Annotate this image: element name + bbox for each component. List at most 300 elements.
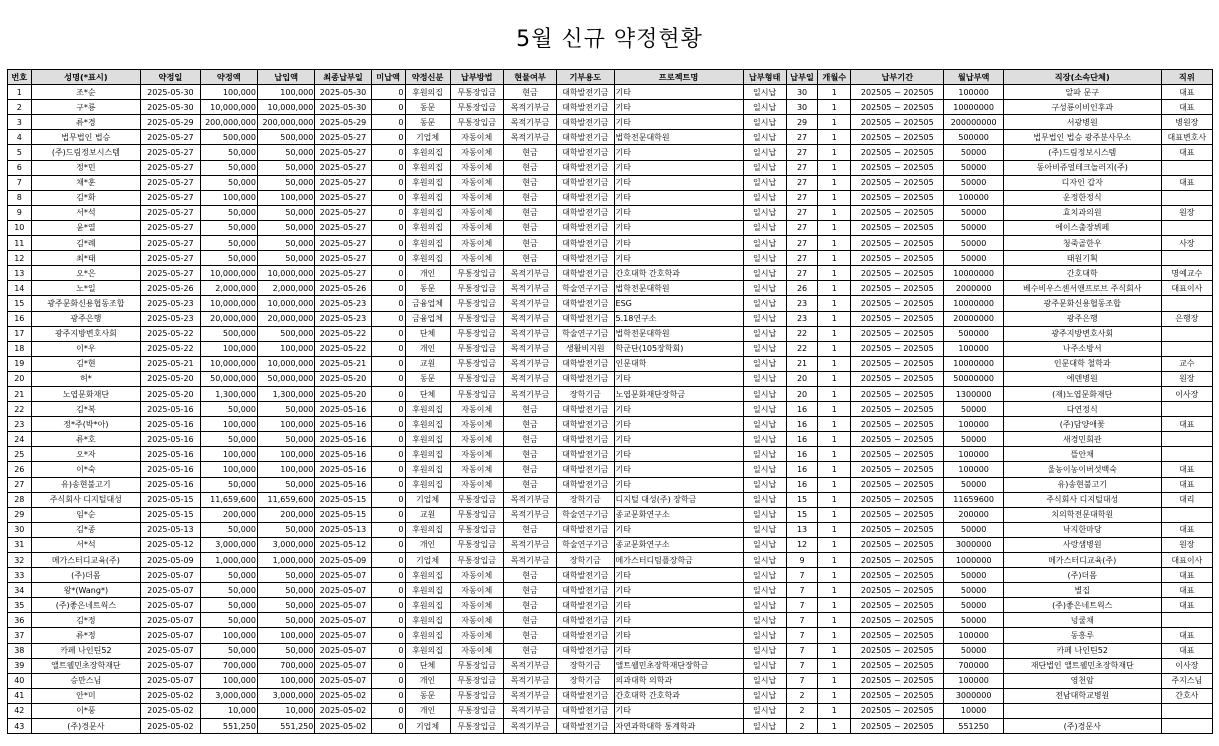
column-header-pledge-amount: 약정액 bbox=[200, 70, 257, 85]
cell-in-kind: 목적기부금 bbox=[503, 688, 556, 703]
cell-project-name: 기타 bbox=[614, 100, 743, 115]
cell-payment-method: 자동이체 bbox=[450, 643, 503, 658]
cell-months: 1 bbox=[818, 100, 851, 115]
cell-months: 1 bbox=[818, 719, 851, 734]
column-header-unpaid-amount: 미납액 bbox=[371, 70, 405, 85]
cell-name: 서*석 bbox=[31, 537, 141, 552]
cell-paid-amount: 50,000 bbox=[257, 432, 314, 447]
cell-project-name: 기타 bbox=[614, 251, 743, 266]
cell-payment-day: 27 bbox=[786, 145, 818, 160]
cell-in-kind: 현금 bbox=[503, 643, 556, 658]
cell-project-name: 메가스터디팀플장학금 bbox=[614, 553, 743, 568]
cell-last-payment-date: 2025-05-02 bbox=[315, 703, 371, 718]
table-row bbox=[8, 386, 1213, 401]
cell-donation-purpose: 대학발전기금 bbox=[557, 568, 614, 583]
cell-donor-type: 후원의집 bbox=[405, 220, 450, 235]
cell-name: 류*정 bbox=[31, 628, 141, 643]
cell-payment-period: 202505 ~ 202505 bbox=[851, 537, 944, 552]
cell-organization: (주)좋은네트웍스 bbox=[1003, 598, 1161, 613]
table-header bbox=[8, 70, 1213, 85]
cell-monthly-amount: 10000000 bbox=[944, 296, 1003, 311]
cell-donation-purpose: 대학발전기금 bbox=[557, 477, 614, 492]
cell-donation-purpose: 학술연구기금 bbox=[557, 507, 614, 522]
cell-organization: 카페 나인틴52 bbox=[1003, 643, 1161, 658]
cell-last-payment-date: 2025-05-23 bbox=[315, 296, 371, 311]
cell-position: 대표 bbox=[1161, 477, 1212, 492]
cell-in-kind: 현금 bbox=[503, 251, 556, 266]
cell-months: 1 bbox=[818, 356, 851, 371]
cell-payment-method: 무통장입금 bbox=[450, 341, 503, 356]
cell-project-name: 기타 bbox=[614, 447, 743, 462]
cell-pledge-date: 2025-05-13 bbox=[141, 522, 200, 537]
cell-in-kind: 현금 bbox=[503, 160, 556, 175]
cell-pledge-amount: 100,000 bbox=[200, 190, 257, 205]
cell-payment-day: 20 bbox=[786, 386, 818, 401]
cell-paid-amount: 50,000 bbox=[257, 583, 314, 598]
cell-in-kind: 목적기부금 bbox=[503, 553, 556, 568]
cell-unpaid-amount: 0 bbox=[371, 160, 405, 175]
cell-name: 유)송현불고기 bbox=[31, 477, 141, 492]
cell-name: (주)더몸 bbox=[31, 568, 141, 583]
cell-monthly-amount: 100000 bbox=[944, 417, 1003, 432]
cell-pledge-amount: 50,000 bbox=[200, 220, 257, 235]
cell-payment-period: 202505 ~ 202505 bbox=[851, 130, 944, 145]
cell-donation-purpose: 장학기금 bbox=[557, 673, 614, 688]
cell-organization: 재단법인 앨트웰민초장학재단 bbox=[1003, 658, 1161, 673]
cell-unpaid-amount: 0 bbox=[371, 507, 405, 522]
cell-monthly-amount: 500000 bbox=[944, 326, 1003, 341]
cell-monthly-amount: 1000000 bbox=[944, 553, 1003, 568]
table-row bbox=[8, 613, 1213, 628]
column-header-monthly-amount: 월납부액 bbox=[944, 70, 1003, 85]
cell-project-name: 기타 bbox=[614, 115, 743, 130]
cell-pledge-date: 2025-05-15 bbox=[141, 492, 200, 507]
cell-payment-day: 2 bbox=[786, 703, 818, 718]
cell-project-name: 기타 bbox=[614, 371, 743, 386]
cell-in-kind: 목적기부금 bbox=[503, 281, 556, 296]
cell-name: 오*자 bbox=[31, 447, 141, 462]
cell-pledge-amount: 50,000 bbox=[200, 643, 257, 658]
cell-paid-amount: 700,000 bbox=[257, 658, 314, 673]
cell-pledge-amount: 50,000 bbox=[200, 432, 257, 447]
cell-last-payment-date: 2025-05-22 bbox=[315, 341, 371, 356]
cell-pledge-amount: 50,000 bbox=[200, 175, 257, 190]
cell-donor-type: 개인 bbox=[405, 341, 450, 356]
cell-paid-amount: 10,000,000 bbox=[257, 100, 314, 115]
cell-name: 조*순 bbox=[31, 85, 141, 100]
table-row bbox=[8, 688, 1213, 703]
cell-position: 대표 bbox=[1161, 85, 1212, 100]
cell-pledge-date: 2025-05-16 bbox=[141, 432, 200, 447]
cell-donor-type: 후원의집 bbox=[405, 568, 450, 583]
cell-in-kind: 목적기부금 bbox=[503, 266, 556, 281]
cell-payment-method: 자동이체 bbox=[450, 160, 503, 175]
cell-in-kind: 목적기부금 bbox=[503, 658, 556, 673]
cell-name: 주식회사 디지털대성 bbox=[31, 492, 141, 507]
cell-payment-type: 일시납 bbox=[743, 236, 786, 251]
cell-paid-amount: 50,000 bbox=[257, 477, 314, 492]
cell-paid-amount: 1,300,000 bbox=[257, 386, 314, 401]
cell-organization: 별집 bbox=[1003, 583, 1161, 598]
cell-monthly-amount: 20000000 bbox=[944, 311, 1003, 326]
cell-monthly-amount: 100000 bbox=[944, 85, 1003, 100]
cell-pledge-date: 2025-05-23 bbox=[141, 311, 200, 326]
cell-last-payment-date: 2025-05-20 bbox=[315, 386, 371, 401]
cell-paid-amount: 100,000 bbox=[257, 673, 314, 688]
cell-last-payment-date: 2025-05-16 bbox=[315, 402, 371, 417]
cell-no: 35 bbox=[8, 598, 32, 613]
column-header-organization: 직장(소속단체) bbox=[1003, 70, 1161, 85]
cell-monthly-amount: 200000 bbox=[944, 507, 1003, 522]
cell-last-payment-date: 2025-05-07 bbox=[315, 598, 371, 613]
cell-position: 명예교수 bbox=[1161, 266, 1212, 281]
cell-payment-method: 무통장입금 bbox=[450, 115, 503, 130]
cell-paid-amount: 10,000,000 bbox=[257, 296, 314, 311]
table-row bbox=[8, 100, 1213, 115]
cell-donation-purpose: 대학발전기금 bbox=[557, 236, 614, 251]
cell-in-kind: 목적기부금 bbox=[503, 492, 556, 507]
cell-payment-method: 자동이체 bbox=[450, 432, 503, 447]
cell-unpaid-amount: 0 bbox=[371, 386, 405, 401]
cell-organization: 유)송현불고기 bbox=[1003, 477, 1161, 492]
cell-name: 임*순 bbox=[31, 507, 141, 522]
cell-in-kind: 목적기부금 bbox=[503, 356, 556, 371]
cell-project-name: 간호대학 간호학과 bbox=[614, 266, 743, 281]
cell-paid-amount: 100,000 bbox=[257, 628, 314, 643]
cell-donation-purpose: 학술연구기금 bbox=[557, 326, 614, 341]
cell-donation-purpose: 대학발전기금 bbox=[557, 402, 614, 417]
cell-paid-amount: 500,000 bbox=[257, 326, 314, 341]
cell-position: 은행장 bbox=[1161, 311, 1212, 326]
table-row bbox=[8, 371, 1213, 386]
cell-months: 1 bbox=[818, 447, 851, 462]
cell-payment-method: 자동이체 bbox=[450, 613, 503, 628]
cell-payment-type: 일시납 bbox=[743, 613, 786, 628]
cell-months: 1 bbox=[818, 130, 851, 145]
cell-unpaid-amount: 0 bbox=[371, 145, 405, 160]
cell-payment-day: 23 bbox=[786, 296, 818, 311]
cell-payment-type: 일시납 bbox=[743, 507, 786, 522]
cell-months: 1 bbox=[818, 341, 851, 356]
cell-organization: 태원기획 bbox=[1003, 251, 1161, 266]
cell-position: 대표 bbox=[1161, 175, 1212, 190]
cell-pledge-amount: 10,000,000 bbox=[200, 356, 257, 371]
page-title: 5월 신규 약정현황 bbox=[516, 27, 703, 52]
cell-payment-type: 일시납 bbox=[743, 311, 786, 326]
cell-payment-type: 일시납 bbox=[743, 85, 786, 100]
cell-in-kind: 현금 bbox=[503, 402, 556, 417]
cell-no: 27 bbox=[8, 477, 32, 492]
cell-position: 원장 bbox=[1161, 371, 1212, 386]
cell-paid-amount: 10,000 bbox=[257, 703, 314, 718]
cell-months: 1 bbox=[818, 522, 851, 537]
cell-organization: 전남대학교병원 bbox=[1003, 688, 1161, 703]
cell-monthly-amount: 3000000 bbox=[944, 688, 1003, 703]
cell-no: 34 bbox=[8, 583, 32, 598]
cell-in-kind: 현금 bbox=[503, 477, 556, 492]
cell-monthly-amount: 50000 bbox=[944, 220, 1003, 235]
cell-payment-day: 15 bbox=[786, 507, 818, 522]
column-header-name: 성명(*표시) bbox=[31, 70, 141, 85]
cell-pledge-amount: 50,000 bbox=[200, 205, 257, 220]
table-row bbox=[8, 507, 1213, 522]
cell-unpaid-amount: 0 bbox=[371, 402, 405, 417]
cell-donor-type: 후원의집 bbox=[405, 251, 450, 266]
cell-no: 7 bbox=[8, 175, 32, 190]
cell-donation-purpose: 대학발전기금 bbox=[557, 432, 614, 447]
cell-payment-day: 13 bbox=[786, 522, 818, 537]
cell-payment-period: 202505 ~ 202505 bbox=[851, 568, 944, 583]
cell-unpaid-amount: 0 bbox=[371, 296, 405, 311]
cell-payment-day: 7 bbox=[786, 568, 818, 583]
cell-pledge-date: 2025-05-23 bbox=[141, 296, 200, 311]
cell-donation-purpose: 대학발전기금 bbox=[557, 447, 614, 462]
cell-payment-day: 15 bbox=[786, 492, 818, 507]
cell-in-kind: 현금 bbox=[503, 175, 556, 190]
cell-pledge-amount: 3,000,000 bbox=[200, 537, 257, 552]
table-row bbox=[8, 477, 1213, 492]
cell-last-payment-date: 2025-05-16 bbox=[315, 417, 371, 432]
cell-paid-amount: 50,000 bbox=[257, 175, 314, 190]
cell-project-name: 기타 bbox=[614, 402, 743, 417]
cell-position bbox=[1161, 613, 1212, 628]
table-row bbox=[8, 658, 1213, 673]
cell-payment-period: 202505 ~ 202505 bbox=[851, 658, 944, 673]
cell-donor-type: 기업체 bbox=[405, 719, 450, 734]
cell-payment-method: 무통장입금 bbox=[450, 673, 503, 688]
cell-position: 대표 bbox=[1161, 598, 1212, 613]
cell-last-payment-date: 2025-05-13 bbox=[315, 522, 371, 537]
cell-name: 승만스님 bbox=[31, 673, 141, 688]
cell-last-payment-date: 2025-05-12 bbox=[315, 537, 371, 552]
cell-pledge-amount: 50,000 bbox=[200, 236, 257, 251]
cell-months: 1 bbox=[818, 386, 851, 401]
column-header-project-name: 프로젝트명 bbox=[614, 70, 743, 85]
cell-last-payment-date: 2025-05-16 bbox=[315, 432, 371, 447]
cell-last-payment-date: 2025-05-27 bbox=[315, 266, 371, 281]
cell-project-name: 기타 bbox=[614, 432, 743, 447]
cell-position: 이사장 bbox=[1161, 658, 1212, 673]
cell-no: 14 bbox=[8, 281, 32, 296]
cell-monthly-amount: 1300000 bbox=[944, 386, 1003, 401]
cell-donation-purpose: 대학발전기금 bbox=[557, 417, 614, 432]
cell-unpaid-amount: 0 bbox=[371, 130, 405, 145]
cell-project-name: 기타 bbox=[614, 598, 743, 613]
cell-pledge-date: 2025-05-07 bbox=[141, 613, 200, 628]
table-row bbox=[8, 205, 1213, 220]
cell-name: 서*석 bbox=[31, 205, 141, 220]
cell-in-kind: 현금 bbox=[503, 613, 556, 628]
cell-no: 28 bbox=[8, 492, 32, 507]
cell-payment-period: 202505 ~ 202505 bbox=[851, 417, 944, 432]
cell-payment-method: 무통장입금 bbox=[450, 507, 503, 522]
cell-pledge-amount: 50,000 bbox=[200, 477, 257, 492]
cell-payment-day: 22 bbox=[786, 341, 818, 356]
cell-donation-purpose: 장학기금 bbox=[557, 386, 614, 401]
cell-donation-purpose: 대학발전기금 bbox=[557, 688, 614, 703]
cell-last-payment-date: 2025-05-16 bbox=[315, 447, 371, 462]
cell-donation-purpose: 대학발전기금 bbox=[557, 251, 614, 266]
table-row bbox=[8, 462, 1213, 477]
cell-payment-day: 16 bbox=[786, 477, 818, 492]
cell-payment-method: 자동이체 bbox=[450, 477, 503, 492]
cell-months: 1 bbox=[818, 643, 851, 658]
cell-project-name: 기타 bbox=[614, 190, 743, 205]
cell-payment-day: 27 bbox=[786, 266, 818, 281]
cell-payment-day: 16 bbox=[786, 447, 818, 462]
cell-no: 10 bbox=[8, 220, 32, 235]
cell-unpaid-amount: 0 bbox=[371, 175, 405, 190]
cell-donation-purpose: 대학발전기금 bbox=[557, 628, 614, 643]
cell-in-kind: 목적기부금 bbox=[503, 115, 556, 130]
table-row bbox=[8, 341, 1213, 356]
cell-payment-period: 202505 ~ 202505 bbox=[851, 432, 944, 447]
cell-paid-amount: 50,000 bbox=[257, 145, 314, 160]
cell-project-name: 기타 bbox=[614, 205, 743, 220]
cell-months: 1 bbox=[818, 432, 851, 447]
cell-donor-type: 후원의집 bbox=[405, 462, 450, 477]
cell-payment-type: 일시납 bbox=[743, 643, 786, 658]
cell-organization: 뜰안채 bbox=[1003, 447, 1161, 462]
cell-paid-amount: 10,000,000 bbox=[257, 266, 314, 281]
cell-payment-day: 7 bbox=[786, 583, 818, 598]
table-row bbox=[8, 673, 1213, 688]
cell-last-payment-date: 2025-05-07 bbox=[315, 673, 371, 688]
cell-paid-amount: 100,000 bbox=[257, 190, 314, 205]
cell-in-kind: 목적기부금 bbox=[503, 296, 556, 311]
cell-last-payment-date: 2025-05-30 bbox=[315, 85, 371, 100]
cell-months: 1 bbox=[818, 688, 851, 703]
cell-payment-period: 202505 ~ 202505 bbox=[851, 326, 944, 341]
column-header-payment-method: 납부방법 bbox=[450, 70, 503, 85]
cell-monthly-amount: 2000000 bbox=[944, 281, 1003, 296]
cell-organization: 다연정식 bbox=[1003, 402, 1161, 417]
cell-no: 20 bbox=[8, 371, 32, 386]
cell-in-kind: 현금 bbox=[503, 598, 556, 613]
cell-monthly-amount: 50000 bbox=[944, 643, 1003, 658]
cell-donor-type: 금융업체 bbox=[405, 311, 450, 326]
cell-monthly-amount: 100000 bbox=[944, 341, 1003, 356]
cell-organization: 알파 문구 bbox=[1003, 85, 1161, 100]
cell-last-payment-date: 2025-05-07 bbox=[315, 628, 371, 643]
cell-name: 허* bbox=[31, 371, 141, 386]
cell-pledge-date: 2025-05-02 bbox=[141, 688, 200, 703]
cell-payment-day: 27 bbox=[786, 236, 818, 251]
cell-months: 1 bbox=[818, 673, 851, 688]
cell-name: 노엽문화재단 bbox=[31, 386, 141, 401]
cell-unpaid-amount: 0 bbox=[371, 688, 405, 703]
cell-organization: 광주지방변호사회 bbox=[1003, 326, 1161, 341]
cell-payment-type: 일시납 bbox=[743, 432, 786, 447]
cell-project-name: 기타 bbox=[614, 462, 743, 477]
cell-name: 김*현 bbox=[31, 356, 141, 371]
cell-last-payment-date: 2025-05-27 bbox=[315, 130, 371, 145]
cell-pledge-amount: 50,000 bbox=[200, 522, 257, 537]
cell-position: 대표 bbox=[1161, 568, 1212, 583]
cell-payment-period: 202505 ~ 202505 bbox=[851, 160, 944, 175]
cell-payment-day: 7 bbox=[786, 613, 818, 628]
cell-unpaid-amount: 0 bbox=[371, 583, 405, 598]
cell-name: 메가스터디교육(주) bbox=[31, 553, 141, 568]
cell-no: 36 bbox=[8, 613, 32, 628]
cell-donor-type: 기업체 bbox=[405, 130, 450, 145]
cell-payment-type: 일시납 bbox=[743, 175, 786, 190]
cell-pledge-date: 2025-05-22 bbox=[141, 341, 200, 356]
cell-donation-purpose: 대학발전기금 bbox=[557, 643, 614, 658]
cell-monthly-amount: 50000 bbox=[944, 402, 1003, 417]
cell-donor-type: 후원의집 bbox=[405, 613, 450, 628]
cell-organization: 구성룡이비인후과 bbox=[1003, 100, 1161, 115]
cell-unpaid-amount: 0 bbox=[371, 613, 405, 628]
cell-monthly-amount: 50000 bbox=[944, 598, 1003, 613]
cell-unpaid-amount: 0 bbox=[371, 673, 405, 688]
cell-payment-period: 202505 ~ 202505 bbox=[851, 236, 944, 251]
cell-in-kind: 목적기부금 bbox=[503, 386, 556, 401]
cell-paid-amount: 2,000,000 bbox=[257, 281, 314, 296]
cell-payment-type: 일시납 bbox=[743, 160, 786, 175]
cell-organization: 울농이농이버섯백숙 bbox=[1003, 462, 1161, 477]
cell-paid-amount: 50,000 bbox=[257, 643, 314, 658]
cell-payment-method: 무통장입금 bbox=[450, 326, 503, 341]
cell-donation-purpose: 대학발전기금 bbox=[557, 371, 614, 386]
cell-position bbox=[1161, 190, 1212, 205]
cell-donation-purpose: 학술연구기금 bbox=[557, 537, 614, 552]
cell-payment-type: 일시납 bbox=[743, 266, 786, 281]
cell-name: 광주은행 bbox=[31, 311, 141, 326]
cell-payment-type: 일시납 bbox=[743, 145, 786, 160]
cell-donation-purpose: 대학발전기금 bbox=[557, 613, 614, 628]
cell-no: 22 bbox=[8, 402, 32, 417]
cell-payment-day: 29 bbox=[786, 115, 818, 130]
cell-donation-purpose: 대학발전기금 bbox=[557, 175, 614, 190]
cell-name: 김*복 bbox=[31, 402, 141, 417]
cell-no: 42 bbox=[8, 703, 32, 718]
table-row bbox=[8, 402, 1213, 417]
cell-organization: 낙지한마당 bbox=[1003, 522, 1161, 537]
cell-unpaid-amount: 0 bbox=[371, 658, 405, 673]
cell-pledge-amount: 20,000,000 bbox=[200, 311, 257, 326]
cell-months: 1 bbox=[818, 613, 851, 628]
header-row bbox=[8, 70, 1213, 85]
cell-payment-type: 일시납 bbox=[743, 130, 786, 145]
cell-payment-period: 202505 ~ 202505 bbox=[851, 703, 944, 718]
table-body bbox=[8, 85, 1213, 734]
cell-last-payment-date: 2025-05-27 bbox=[315, 160, 371, 175]
cell-name: 구*룡 bbox=[31, 100, 141, 115]
cell-last-payment-date: 2025-05-27 bbox=[315, 145, 371, 160]
cell-position: 사장 bbox=[1161, 236, 1212, 251]
cell-payment-type: 일시납 bbox=[743, 356, 786, 371]
cell-payment-period: 202505 ~ 202505 bbox=[851, 386, 944, 401]
cell-project-name: 기타 bbox=[614, 613, 743, 628]
cell-donation-purpose: 대학발전기금 bbox=[557, 205, 614, 220]
cell-payment-method: 무통장입금 bbox=[450, 266, 503, 281]
cell-payment-day: 2 bbox=[786, 688, 818, 703]
cell-payment-type: 일시납 bbox=[743, 492, 786, 507]
cell-donor-type: 후원의집 bbox=[405, 402, 450, 417]
cell-project-name: 기타 bbox=[614, 85, 743, 100]
cell-donor-type: 기업체 bbox=[405, 553, 450, 568]
cell-no: 30 bbox=[8, 522, 32, 537]
cell-payment-type: 일시납 bbox=[743, 205, 786, 220]
cell-payment-period: 202505 ~ 202505 bbox=[851, 598, 944, 613]
cell-pledge-date: 2025-05-16 bbox=[141, 447, 200, 462]
cell-donation-purpose: 대학발전기금 bbox=[557, 160, 614, 175]
cell-no: 26 bbox=[8, 462, 32, 477]
cell-paid-amount: 10,000,000 bbox=[257, 356, 314, 371]
cell-paid-amount: 100,000 bbox=[257, 447, 314, 462]
cell-last-payment-date: 2025-05-27 bbox=[315, 175, 371, 190]
